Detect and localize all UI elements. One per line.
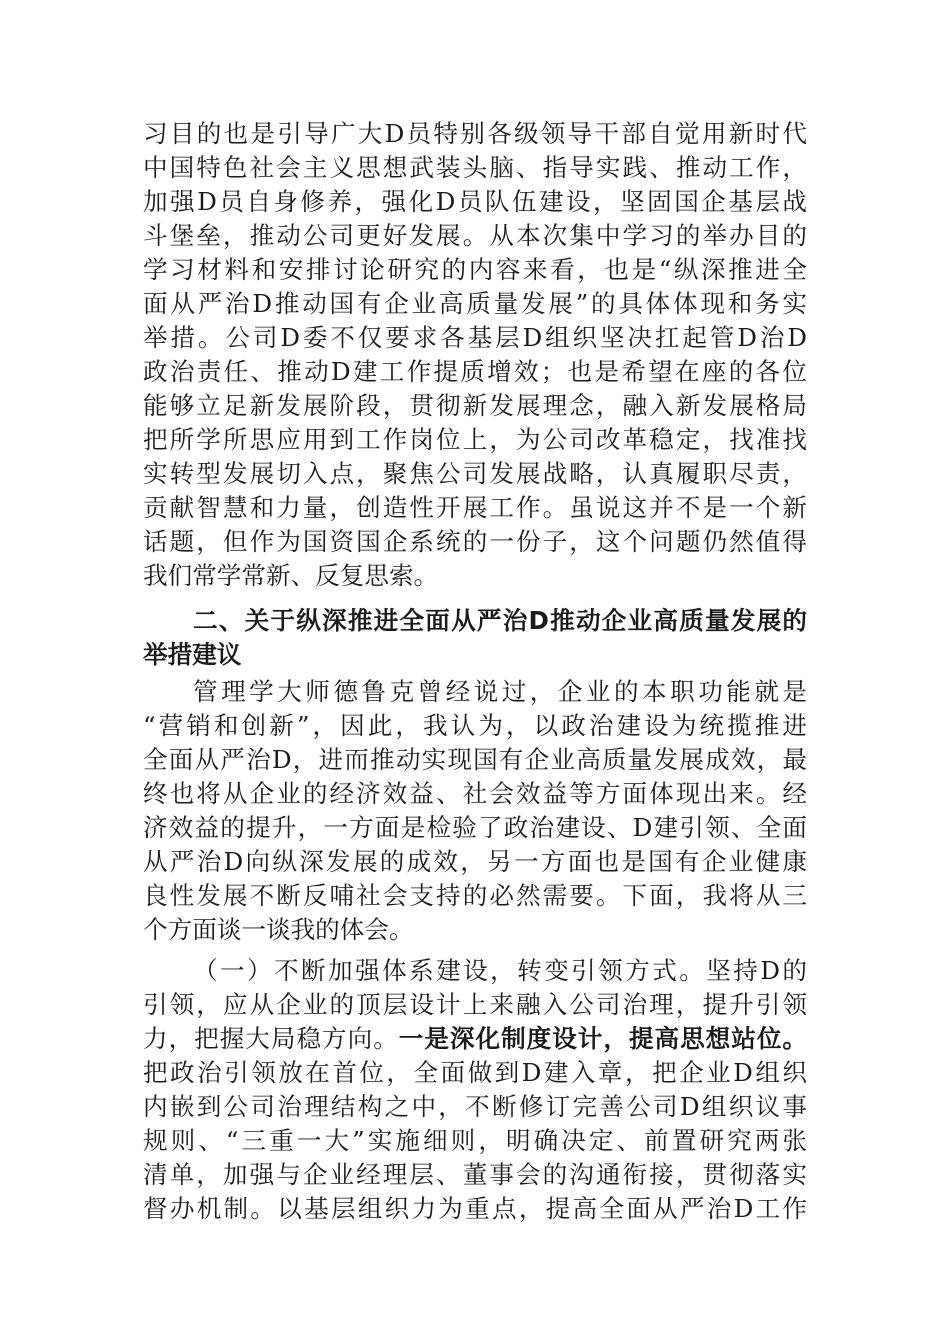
text-line: 济效益的提升，一方面是检验了政治建设、D建引领、全面	[143, 813, 807, 842]
text-line: 我们常学常新、反复思索。	[143, 561, 439, 590]
heading-line: 举措建议	[143, 640, 242, 669]
text-segment: 力，把握大局稳方向。	[143, 1024, 399, 1053]
text-line: 举措。公司D委不仅要求各基层D组织坚决扛起管D治D	[143, 323, 807, 352]
text-line: 全面从严治D，进而推动实现国有企业高质量发展成效，最	[143, 745, 807, 774]
text-line: 引领，应从企业的顶层设计上来融入公司治理，提升引领	[143, 990, 807, 1019]
text-line: 把所学所思应用到工作岗位上，为公司改革稳定，找准找	[143, 425, 807, 454]
text-line: 贡献智慧和力量，创造性开展工作。虽说这并不是一个新	[143, 493, 807, 522]
text-line: 把政治引领放在首位，全面做到D建入章，把企业D组织	[143, 1058, 807, 1087]
text-line: 能够立足新发展阶段，贯彻新发展理念，融入新发展格局	[143, 391, 807, 420]
text-line: 督办机制。以基层组织力为重点，提高全面从严治D工作	[143, 1194, 807, 1223]
text-line: “营销和创新”，因此，我认为，以政治建设为统揽推进	[143, 711, 807, 740]
text-line: 斗堡垒，推动公司更好发展。从本次集中学习的举办目的	[143, 221, 807, 250]
text-line: 从严治D向纵深发展的成效，另一方面也是国有企业健康	[143, 847, 807, 876]
text-line	[143, 1022, 807, 1056]
text-line: 政治责任、推动D建工作提质增效；也是希望在座的各位	[143, 357, 807, 386]
text-line: 个方面谈一谈我的体会。	[143, 915, 414, 944]
text-line: 学习材料和安排讨论研究的内容来看，也是“纵深推进全	[143, 255, 807, 284]
text-line: 实转型发展切入点，聚焦公司发展战略，认真履职尽责，	[143, 459, 807, 488]
text-line: 话题，但作为国资国企系统的一份子，这个问题仍然值得	[143, 527, 807, 556]
text-line: （一）不断加强体系建设，转变引领方式。坚持D的	[193, 956, 807, 985]
text-line: 中国特色社会主义思想武装头脑、指导实践、推动工作，	[143, 153, 807, 182]
text-line: 面从严治D推动国有企业高质量发展”的具体体现和务实	[143, 289, 807, 318]
text-line: 规则、“三重一大”实施细则，明确决定、前置研究两张	[143, 1126, 807, 1155]
text-line: 习目的也是引导广大D员特别各级领导干部自觉用新时代	[143, 119, 807, 148]
text-line: 内嵌到公司治理结构之中，不断修订完善公司D组织议事	[143, 1092, 807, 1121]
heading-line: 二、关于纵深推进全面从严治D推动企业高质量发展的	[193, 606, 807, 635]
text-line: 清单，加强与企业经理层、董事会的沟通衔接，贯彻落实	[143, 1160, 807, 1189]
text-line: 加强D员自身修养，强化D员队伍建设，坚固国企基层战	[143, 187, 807, 216]
text-line: 管理学大师德鲁克曾经说过，企业的本职功能就是	[193, 677, 807, 706]
text-line: 良性发展不断反哺社会支持的必然需要。下面，我将从三	[143, 881, 807, 910]
text-line: 终也将从企业的经济效益、社会效益等方面体现出来。经	[143, 779, 807, 808]
bold-emphasis: 一是深化制度设计，提高思想站位。	[398, 1024, 807, 1053]
